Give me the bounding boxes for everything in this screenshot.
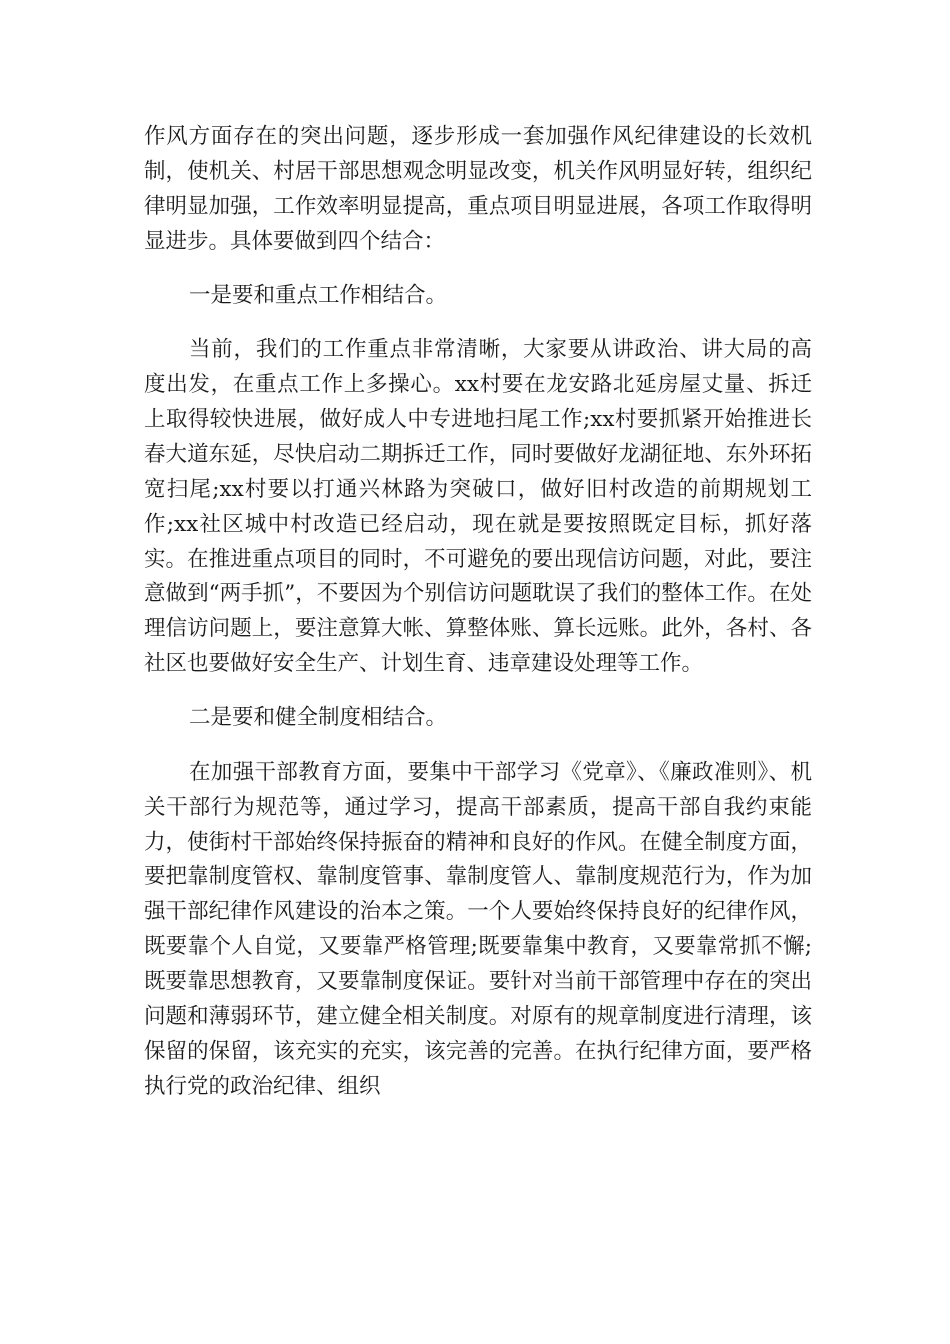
section-heading-one: 一是要和重点工作相结合。 [189, 282, 448, 308]
paragraph-key-work: 当前，我们的工作重点非常清晰，大家要从讲政治、讲大局的高度出发，在重点工作上多操心。xx村要在龙安路北延房屋丈量、拆迁上取得较快进展，做好成人中专进地扫尾工作;xx村要抓紧开始推进长春大道东延，尽快启动二期拆迁工作，同时要做好龙湖征地、东外环拓宽扫尾;xx村要以打通兴林路为突破口，做好旧村改造的前期规划工作;xx社区城中村改造已经启动，现在就是要按照既定目标，抓好落实。在推进重点项目的同时，不可避免的要出现信访问题，对此，要注意做到“两手抓”，不要因为个别信访问题耽误了我们的整体工作。在处理信访问题上，要注意算大帐、算整体账、算长远账。此外，各村、各社区也要做好安全生产、计划生育、违章建设处理等工作。 [144, 337, 812, 677]
paragraph-continuation: 作风方面存在的突出问题，逐步形成一套加强作风纪律建设的长效机制，使机关、村居干部思想观念明显改变，机关作风明显好转，组织纪律明显加强，工作效率明显提高，重点项目明显进展，各项工作取得明显进步。具体要做到四个结合： [144, 124, 812, 254]
paragraph-system-building: 在加强干部教育方面，要集中干部学习《党章》、《廉政准则》、机关干部行为规范等，通过学习，提高干部素质，提高干部自我约束能力，使街村干部始终保持振奋的精神和良好的作风。在健全制度方面，要把靠制度管权、靠制度管事、靠制度管人、靠制度规范行为，作为加强干部纪律作风建设的治本之策。一个人要始终保持良好的纪律作风，既要靠个人自觉，又要靠严格管理;既要靠集中教育，又要靠常抓不懈;既要靠思想教育，又要靠制度保证。要针对当前干部管理中存在的突出问题和薄弱环节，建立健全相关制度。对原有的规章制度进行清理，该保留的保留，该充实的充实，该完善的完善。在执行纪律方面，要严格执行党的政治纪律、组织 [144, 759, 812, 1099]
document-body [144, 120, 812, 1124]
section-heading-two: 二是要和健全制度相结合。 [189, 705, 448, 731]
